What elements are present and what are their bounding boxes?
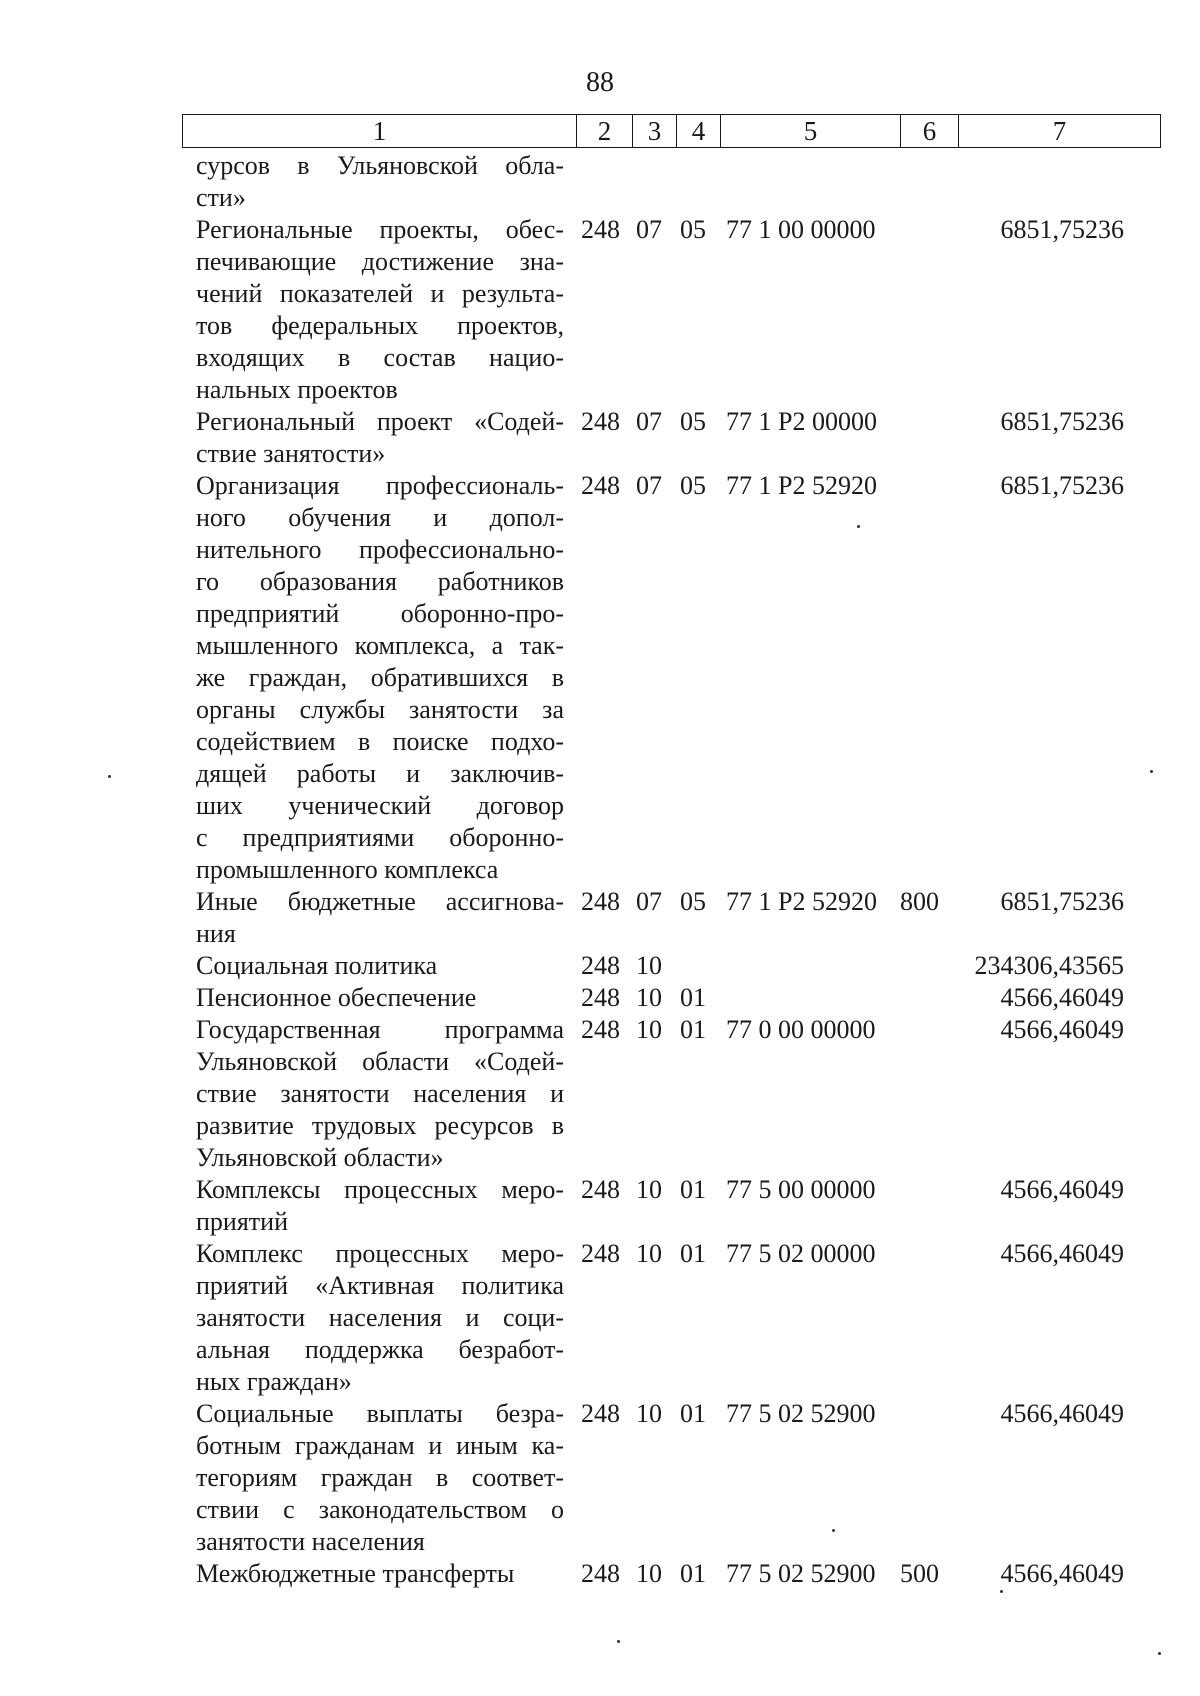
row-col-5: 77 1 Р2 52920 (726, 471, 877, 500)
table-row (0, 1014, 1200, 1174)
table-row (0, 1238, 1200, 1398)
row-col-7: 6851,75236 (1000, 471, 1124, 500)
column-header-table (182, 114, 1161, 148)
row-col-7: 4566,46049 (1000, 1015, 1124, 1044)
row-col-5: 77 1 Р2 52920 (726, 887, 877, 916)
column-header-4: 4 (677, 115, 721, 148)
row-col-3: 10 (636, 1559, 662, 1588)
scan-speck (1158, 1652, 1161, 1655)
row-name: Пенсионное обеспечение (196, 983, 477, 1012)
row-col-5: 77 5 02 52900 (726, 1559, 876, 1588)
row-name: Социальные выплаты безра- ботным гражданам и иным ка- тегориям граждан в соответ- ствии с законодательством о занятости населения (196, 1399, 564, 1556)
row-col-3: 10 (636, 1239, 662, 1268)
table-row (0, 982, 1200, 1014)
row-col-3: 07 (636, 407, 662, 436)
row-col-7: 4566,46049 (1000, 983, 1124, 1012)
row-col-2: 248 (581, 471, 620, 500)
table-row (0, 1558, 1200, 1590)
row-col-4: 05 (680, 215, 706, 244)
row-name: Региональный проект «Содей- ствие занятости» (196, 407, 564, 468)
row-col-7: 6851,75236 (1000, 407, 1124, 436)
table-row (0, 1398, 1200, 1558)
row-col-2: 248 (581, 887, 620, 916)
table-row (0, 214, 1200, 406)
table-row (0, 950, 1200, 982)
row-col-5: 77 5 00 00000 (726, 1175, 876, 1204)
column-header-row (183, 115, 1161, 148)
row-col-5: 77 1 Р2 00000 (726, 407, 877, 436)
row-name: Государственная программа Ульяновской области «Содей- ствие занятости населения и развитие трудовых ресурсов в Ульяновской области» (196, 1015, 564, 1172)
row-col-4: 05 (680, 471, 706, 500)
row-name: Комплекс процессных меро- приятий «Активная политика занятости населения и соци- альная поддержка безработ- ных граждан» (196, 1239, 564, 1396)
scan-speck (1000, 1590, 1003, 1593)
row-name: Социальная политика (196, 951, 438, 980)
row-col-3: 07 (636, 471, 662, 500)
column-header-2: 2 (577, 115, 633, 148)
table-row (0, 470, 1200, 886)
scan-speck (617, 1640, 620, 1643)
row-col-5: 77 1 00 00000 (726, 215, 876, 244)
page-number: 88 (586, 67, 614, 98)
row-col-2: 248 (581, 1015, 620, 1044)
row-name: Организация профессиональ- ного обучения и допол- нительного профессионально- го образования работников предприятий оборонно-про- мышленного комплекса, а так- же граждан, обратившихся в органы службы занятости за содействием в поиске подхо- дящей работы и заключив- ших ученический договор с предприятиями оборонно- промышленного комплекса (196, 471, 564, 884)
scan-speck (108, 775, 111, 778)
row-col-2: 248 (581, 1399, 620, 1428)
row-col-6: 500 (900, 1559, 939, 1588)
column-header-7: 7 (959, 115, 1161, 148)
row-col-5: 77 0 00 00000 (726, 1015, 876, 1044)
row-col-4: 01 (680, 1399, 706, 1428)
row-col-4: 01 (680, 983, 706, 1012)
row-col-7: 6851,75236 (1000, 215, 1124, 244)
column-header-1: 1 (183, 115, 577, 148)
row-col-2: 248 (581, 983, 620, 1012)
row-col-2: 248 (581, 951, 620, 980)
table-row (0, 150, 1200, 214)
row-col-5: 77 5 02 52900 (726, 1399, 876, 1428)
column-header-6: 6 (901, 115, 959, 148)
table-row (0, 886, 1200, 950)
row-col-5: 77 5 02 00000 (726, 1239, 876, 1268)
row-col-4: 01 (680, 1239, 706, 1268)
row-col-2: 248 (581, 1559, 620, 1588)
row-col-2: 248 (581, 1239, 620, 1268)
table-row (0, 406, 1200, 470)
row-name: Региональные проекты, обес- печивающие достижение зна- чений показателей и результа- тов федеральных проектов, входящих в состав нацио- нальных проектов (196, 215, 564, 404)
row-col-4: 01 (680, 1175, 706, 1204)
row-col-3: 10 (636, 951, 662, 980)
row-col-7: 4566,46049 (1000, 1175, 1124, 1204)
row-name: сурсов в Ульяновской обла- сти» (196, 151, 564, 212)
row-col-3: 10 (636, 1015, 662, 1044)
row-col-4: 05 (680, 407, 706, 436)
row-col-4: 01 (680, 1015, 706, 1044)
table-row (0, 1174, 1200, 1238)
row-col-3: 10 (636, 1399, 662, 1428)
row-name: Иные бюджетные ассигнова- ния (196, 887, 564, 948)
budget-table-body (0, 150, 1200, 1590)
scan-speck (857, 525, 860, 528)
row-col-3: 10 (636, 983, 662, 1012)
row-col-2: 248 (581, 215, 620, 244)
column-header-3: 3 (633, 115, 677, 148)
row-col-7: 234306,43565 (974, 951, 1124, 980)
column-header-5: 5 (721, 115, 901, 148)
scan-speck (832, 1529, 835, 1532)
row-col-7: 4566,46049 (1000, 1399, 1124, 1428)
row-col-7: 4566,46049 (1000, 1559, 1124, 1588)
row-col-7: 6851,75236 (1000, 887, 1124, 916)
scan-speck (1150, 770, 1153, 773)
row-col-4: 05 (680, 887, 706, 916)
row-col-3: 10 (636, 1175, 662, 1204)
row-col-2: 248 (581, 1175, 620, 1204)
row-name: Межбюджетные трансферты (196, 1559, 515, 1588)
row-col-3: 07 (636, 887, 662, 916)
row-col-3: 07 (636, 215, 662, 244)
row-col-2: 248 (581, 407, 620, 436)
row-name: Комплексы процессных меро- приятий (196, 1175, 564, 1236)
row-col-6: 800 (900, 887, 939, 916)
row-col-7: 4566,46049 (1000, 1239, 1124, 1268)
row-col-4: 01 (680, 1559, 706, 1588)
